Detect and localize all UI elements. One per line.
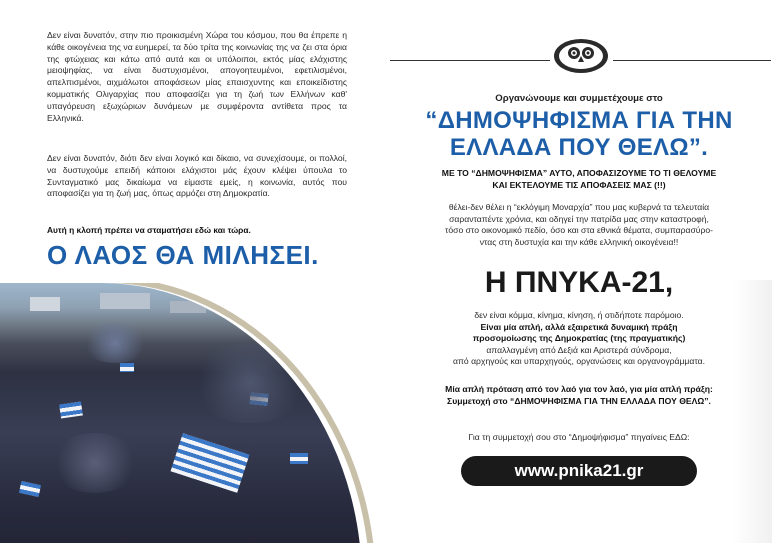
divider-left bbox=[390, 60, 550, 61]
owl-emblem-icon bbox=[553, 36, 609, 74]
page-fold-shadow bbox=[732, 280, 772, 543]
photo-arc-border bbox=[0, 283, 376, 543]
website-link-button[interactable]: www.pnika21.gr bbox=[461, 456, 697, 486]
body-line: σαρανταπέντε χρόνια, και οδηγεί την πατρίδα μας στην καταστροφή, bbox=[449, 213, 709, 224]
organize-text: Οργανώνουμε και συμμετέχουμε στο bbox=[495, 93, 663, 104]
body-paragraph-3 bbox=[386, 384, 772, 407]
title-line: “ΔΗΜΟΨΗΦΙΣΜΑ ΓΙΑ ΤΗΝ bbox=[425, 107, 733, 134]
body-line: Μία απλή πρόταση από τον λαό για τον λαό, για μία απλή πράξη: bbox=[445, 384, 713, 394]
headline: Ο ΛΑΟΣ ΘΑ ΜΙΛΗΣΕΙ. bbox=[47, 240, 319, 270]
pnyka-heading: Η ΠΝΥΚΑ-21, bbox=[484, 266, 674, 299]
body-line: Είναι μία απλή, αλλά εξαιρετικά δυναμική πράξη bbox=[480, 321, 678, 332]
body-line: Συμμετοχή στο “ΔΗΜΟΨΗΦΙΣΜΑ ΓΙΑ ΤΗΝ ΕΛΛΑΔΑ ΠΟΥ ΘΕΛΩ”. bbox=[447, 395, 711, 406]
body-line: προσομοίωσης της Δημοκρατίας (της πραγματικής) bbox=[472, 333, 686, 343]
decision-text bbox=[386, 168, 772, 191]
body-line: απαλλαγμένη από Δεξιά και Αριστερά σύνδρομα, bbox=[486, 344, 672, 355]
body-line: δεν είναι κόμμα, κίνημα, κίνηση, ή οτιδήποτε παρόμοιο. bbox=[474, 310, 684, 320]
body-paragraph-1 bbox=[386, 202, 772, 248]
decision-line: ΜΕ ΤΟ “ΔΗΜΟΨΗΦΙΣΜΑ” ΑΥΤΟ, ΑΠΟΦΑΣΙΖΟΥΜΕ ΤΟ ΤΙ ΘΕΛΟΥΜΕ bbox=[441, 168, 717, 178]
paragraph-1: Δεν είναι δυνατόν, στην πιο προικισμένη Χώρα του κόσμου, που θα έπρεπε η κάθε οικογένεια της να ευημερεί, τα δύο τρίτα της κοινωνίας της να ζει στα όρια της φτώχειας και κάτω από αυτά και οι υπόλοιποι, εκτός μίας ελάχιστης μειοψηφίας, να είναι δυστυχισμένοι, απογοητευμένοι, εφετιλισμένοι, απελπισμένοι, αιχμάλωτοι αποφάσεων μίας επαισχυντης και εποικείδιστης κομματικής Ολιγαρχίας που αποφασίζει για τη ζωή των Ελλήνων καθ' υπαγόρευση εξωχώριων δυνάμεων με συμφέροντα αντίθετα προς τα Ελληνικά. bbox=[47, 30, 347, 123]
referendum-title bbox=[386, 107, 772, 161]
body-line: από αρχηγούς και υπαρχηγούς, οργανώσεις και οργανογράμματα. bbox=[453, 356, 705, 366]
body-line: τόσο στο οικονομικό πεδίο, όσο και στα εθνικά θέματα, συμπαρασύρο- bbox=[444, 225, 714, 235]
divider-right bbox=[613, 60, 771, 61]
body-line: θέλει-δεν θέλει η “εκλόγιμη Μοναρχία” που μας κυβερνά τα τελευταία bbox=[448, 202, 710, 212]
decision-line: ΚΑΙ ΕΚΤΕΛΟΥΜΕ ΤΙΣ ΑΠΟΦΑΣΕΙΣ ΜΑΣ (!!) bbox=[492, 179, 666, 190]
warning-text: Αυτή η κλοπή πρέπει να σταματήσει εδώ και τώρα. bbox=[47, 225, 251, 235]
participation-text: Για τη συμμετοχή σου στο “Δημοψήφισμα” πηγαίνεις ΕΔΩ: bbox=[468, 432, 690, 442]
body-line: ντας στη δυστυχία και την κάθε ελληνική οικογένεια!! bbox=[479, 236, 679, 247]
title-line: ΕΛΛΑΔΑ ΠΟΥ ΘΕΛΩ”. bbox=[449, 134, 709, 161]
paragraph-2: Δεν είναι δυνατόν, διότι δεν είναι λογικό και δίκαιο, να συνεχίσουμε, οι πολλοί, να δυστυχούμε επειδή κάποιοι ελάχιστοι μάς έχουν κλέψει ύπουλα το Συνταγματικό μας δικαίωμα να είμαστε εμείς, η κοινωνία, αυτός που αποφασίζει για τη ζωή μας, όπως αρμόζει στη Δημοκρατία. bbox=[47, 153, 347, 199]
body-paragraph-2 bbox=[386, 310, 772, 368]
crowd-photo bbox=[0, 283, 386, 543]
right-panel bbox=[386, 0, 772, 543]
